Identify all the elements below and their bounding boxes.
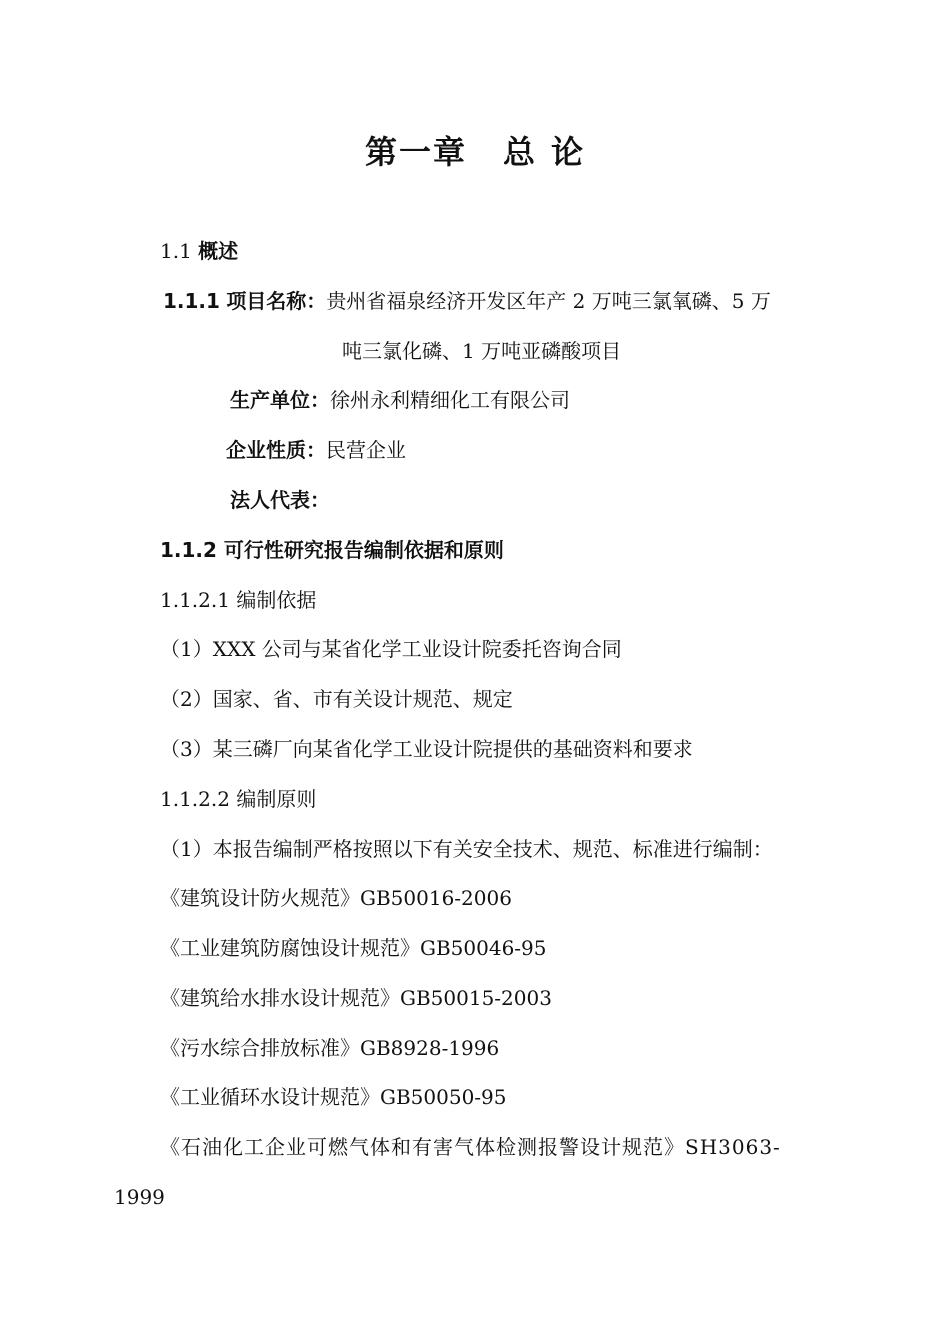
principle-intro: （1）本报告编制严格按照以下有关安全技术、规范、标准进行编制： <box>160 837 773 861</box>
chapter-title-char2: 论 <box>551 133 586 171</box>
basis-item: （3）某三磷厂向某省化学工业设计院提供的基础资料和要求 <box>160 737 693 761</box>
standard-item: 《石油化工企业可燃气体和有害气体检测报警设计规范》SH3063- <box>160 1135 781 1159</box>
production-unit-label: 生产单位： <box>230 388 330 412</box>
standard-item-continuation: 1999 <box>114 1185 165 1209</box>
chapter-title <box>0 130 950 174</box>
section-1-1-2-heading <box>160 537 504 563</box>
project-name-label: 项目名称： <box>226 289 327 313</box>
enterprise-nature-value: 民营企业 <box>326 438 406 462</box>
section-1-1-2-2-heading: 1.1.2.2 编制原则 <box>160 787 317 811</box>
section-number: 1.1.2 <box>160 538 217 562</box>
chapter-title-char1: 总 <box>502 133 537 171</box>
project-name-row <box>163 288 771 314</box>
section-title: 可行性研究报告编制依据和原则 <box>223 538 504 562</box>
standard-item: 《工业循环水设计规范》GB50050-95 <box>160 1085 507 1109</box>
legal-representative-label: 法人代表： <box>230 488 330 512</box>
basis-item: （2）国家、省、市有关设计规范、规定 <box>160 687 513 711</box>
standard-item: 《建筑设计防火规范》GB50016-2006 <box>160 886 512 910</box>
section-number: 1.1.1 <box>163 289 220 313</box>
legal-representative-row <box>230 487 330 513</box>
standard-item: 《污水综合排放标准》GB8928-1996 <box>160 1036 500 1060</box>
enterprise-nature-label: 企业性质： <box>226 438 326 462</box>
enterprise-nature-row <box>226 437 406 463</box>
chapter-number: 第一章 <box>364 133 467 171</box>
section-1-1-2-1-heading: 1.1.2.1 编制依据 <box>160 588 317 612</box>
production-unit-row <box>230 387 570 413</box>
section-number: 1.1 <box>160 239 192 263</box>
project-name-continuation: 吨三氯化磷、1 万吨亚磷酸项目 <box>342 339 622 363</box>
project-name-value: 贵州省福泉经济开发区年产 2 万吨三氯氧磷、5 万 <box>326 289 771 313</box>
standard-item: 《工业建筑防腐蚀设计规范》GB50046-95 <box>160 936 547 960</box>
section-1-1-heading <box>160 238 238 264</box>
standard-item: 《建筑给水排水设计规范》GB50015-2003 <box>160 986 552 1010</box>
production-unit-value: 徐州永利精细化工有限公司 <box>330 388 570 412</box>
basis-item: （1）XXX 公司与某省化学工业设计院委托咨询合同 <box>160 637 622 661</box>
section-title: 概述 <box>198 239 239 263</box>
